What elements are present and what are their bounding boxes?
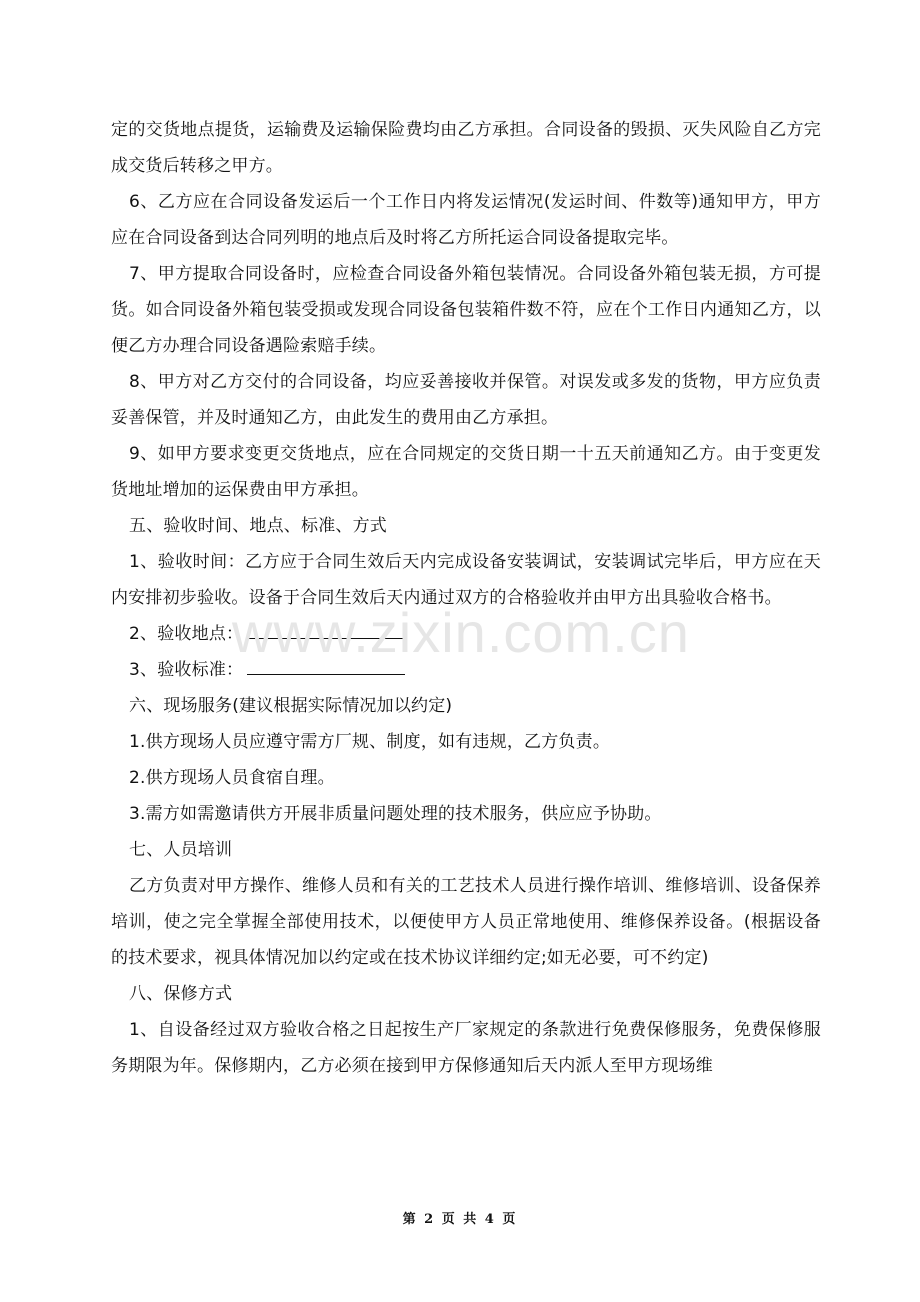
paragraph: 3.需方如需邀请供方开展非质量问题处理的技术服务，供应应予协助。: [129, 804, 662, 824]
section-heading: 六、现场服务(建议根据实际情况加以约定): [129, 696, 453, 716]
section-heading: 五、验收时间、地点、标准、方式: [129, 516, 387, 536]
fill-in-label: 2、验收地点：: [129, 624, 244, 644]
blank-underline: [247, 656, 405, 675]
fill-in-label: 3、验收标准：: [129, 660, 244, 680]
paragraph: 2.供方现场人员食宿自理。: [129, 768, 335, 788]
blank-underline: [247, 620, 405, 639]
watermark: www.zixin.com.cn: [232, 601, 690, 664]
document-body: [111, 112, 821, 1084]
paragraph: 1.供方现场人员应遵守需方厂规、制度，如有违规，乙方负责。: [129, 732, 611, 752]
paragraph: 8、甲方对乙方交付的合同设备，均应妥善接收并保管。对误发或多发的货物，甲方应负责妥善保管，并及时通知乙方，由此发生的费用由乙方承担。: [111, 372, 821, 428]
section-heading: 七、人员培训: [129, 840, 233, 860]
fill-in-item: [111, 652, 821, 688]
fill-in-item: [111, 616, 821, 652]
paragraph: 定的交货地点提货，运输费及运输保险费均由乙方承担。合同设备的毁损、灭失风险自乙方完成交货后转移之甲方。: [111, 120, 821, 176]
paragraph: 1、自设备经过双方验收合格之日起按生产厂家规定的条款进行免费保修服务，免费保修服务期限为年。保修期内，乙方必须在接到甲方保修通知后天内派人至甲方现场维: [111, 1020, 821, 1076]
paragraph: 6、乙方应在合同设备发运后一个工作日内将发运情况(发运时间、件数等)通知甲方，甲方应在合同设备到达合同列明的地点后及时将乙方所托运合同设备提取完毕。: [111, 192, 821, 248]
paragraph: 1、验收时间：乙方应于合同生效后天内完成设备安装调试，安装调试完毕后，甲方应在天内安排初步验收。设备于合同生效后天内通过双方的合格验收并由甲方出具验收合格书。: [111, 552, 821, 608]
section-heading: 八、保修方式: [129, 984, 233, 1004]
paragraph: 乙方负责对甲方操作、维修人员和有关的工艺技术人员进行操作培训、维修培训、设备保养培训，使之完全掌握全部使用技术，以便使甲方人员正常地使用、维修保养设备。(根据设备的技术要求，视具体情况加以约定或在技术协议详细约定;如无必要，可不约定): [111, 876, 821, 968]
paragraph: 7、甲方提取合同设备时，应检查合同设备外箱包装情况。合同设备外箱包装无损，方可提货。如合同设备外箱包装受损或发现合同设备包装箱件数不符，应在个工作日内通知乙方，以便乙方办理合同设备遇险索赔手续。: [111, 264, 821, 356]
paragraph: 9、如甲方要求变更交货地点，应在合同规定的交货日期一十五天前通知乙方。由于变更发货地址增加的运保费由甲方承担。: [111, 444, 821, 500]
page-footer: 第 2 页 共 4 页: [402, 1212, 518, 1227]
